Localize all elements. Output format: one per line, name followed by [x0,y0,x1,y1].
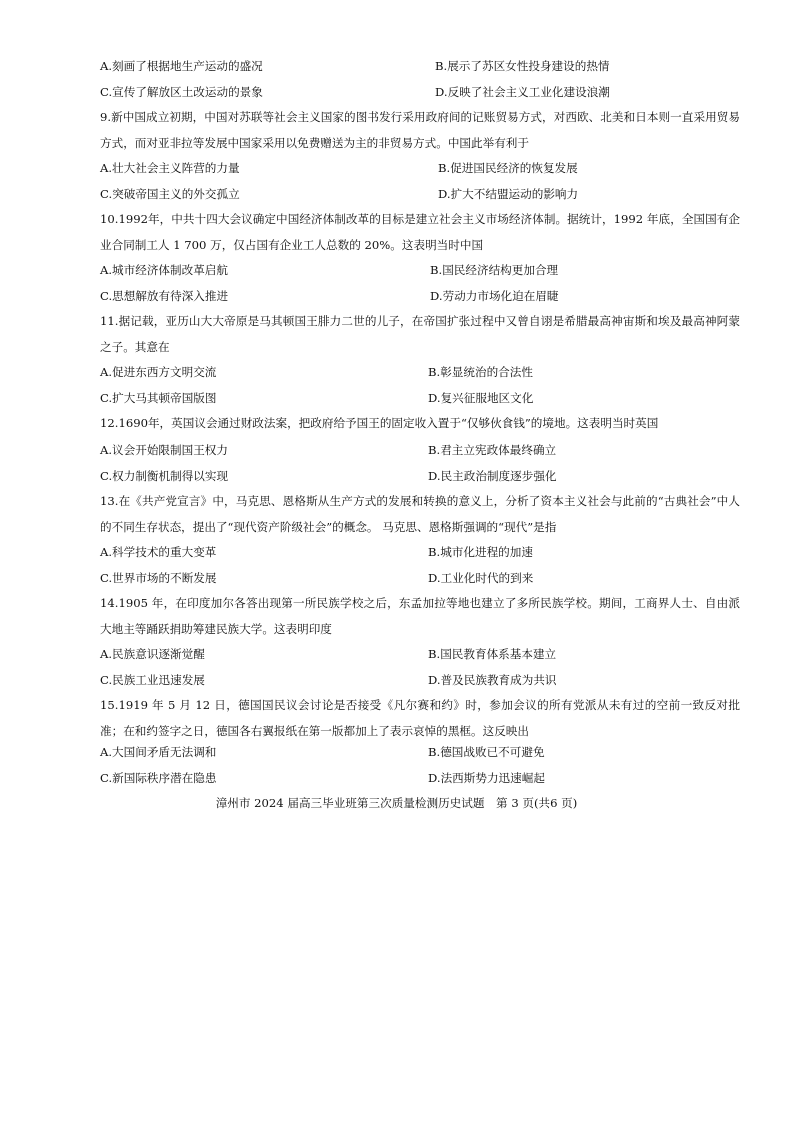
q11-stem: 11.据记载，亚历山大大帝原是马其顿国王腓力二世的儿子，在帝国扩张过程中又曾自诩是希腊最高神宙斯和埃及最高神阿蒙之子。其意在 [100,314,740,354]
q10-option-d: D.劳动力市场化迫在眉睫 [430,289,559,303]
q14-option-a: A.民族意识逐渐觉醒 [100,647,205,661]
q9-option-d: D.扩大不结盟运动的影响力 [438,187,579,201]
q8-option-b: B.展示了苏区女性投身建设的热情 [435,59,610,73]
page-footer: 漳州市 2024 届高三毕业班第三次质量检测历史试题 第 3 页(共6 页) [215,796,578,810]
q11-option-d: D.复兴征服地区文化 [428,391,534,405]
q8-option-a: A.刻画了根据地生产运动的盛况 [100,59,263,73]
q15-stem: 15.1919 年 5 月 12 日，德国国民议会讨论是否接受《凡尔赛和约》时，参加会议的所有党派从未有过的空前一致反对批准；在和约签字之日，德国各右翼报纸在第一版都加上了表示哀悼的黑框。这反映出 [100,698,740,738]
q13-option-a: A.科学技术的重大变革 [100,545,217,559]
q15-option-c: C.新国际秩序潜在隐患 [100,771,217,785]
q13-option-c: C.世界市场的不断发展 [100,571,217,585]
q10-option-c: C.思想解放有待深入推进 [100,289,229,303]
q12-option-a: A.议会开始限制国王权力 [100,443,228,457]
q10-stem: 10.1992年，中共十四大会议确定中国经济体制改革的目标是建立社会主义市场经济体制。据统计，1992 年底，全国国有企业合同制工人 1 700 万，仅占国有企业工人总数的 20%。这表明当时中国 [100,212,740,252]
q12-stem: 12.1690年，英国议会通过财政法案，把政府给予国王的固定收入置于“仅够伙食钱”的境地。这表明当时英国 [100,416,659,430]
q10-option-a: A.城市经济体制改革启航 [100,263,228,277]
q8-option-d: D.反映了社会主义工业化建设浪潮 [435,85,610,99]
q14-option-b: B.国民教育体系基本建立 [428,647,557,661]
q13-option-d: D.工业化时代的到来 [428,571,534,585]
q13-stem: 13.在《共产党宣言》中，马克思、恩格斯从生产方式的发展和转换的意义上，分析了资本主义社会与此前的“古典社会”中人的不同生存状态，提出了“现代资产阶级社会”的概念。 马克思、恩格斯强调的“现代”是指 [100,494,740,534]
q13-option-b: B.城市化进程的加速 [428,545,533,559]
q12-option-c: C.权力制衡机制得以实现 [100,469,229,483]
q15-option-a: A.大国间矛盾无法调和 [100,745,217,759]
q14-stem: 14.1905 年，在印度加尔各答出现第一所民族学校之后，东孟加拉等地也建立了多所民族学校。期间，工商界人士、自由派大地主等踊跃捐助筹建民族大学。这表明印度 [100,596,740,636]
q9-option-c: C.突破帝国主义的外交孤立 [100,187,240,201]
q12-option-b: B.君主立宪政体最终确立 [428,443,557,457]
q14-option-c: C.民族工业迅速发展 [100,673,205,687]
q11-option-b: B.彰显统治的合法性 [428,365,533,379]
q11-option-a: A.促进东西方文明交流 [100,365,217,379]
q9-option-b: B.促进国民经济的恢复发展 [438,161,578,175]
q10-option-b: B.国民经济结构更加合理 [430,263,559,277]
q14-option-d: D.普及民族教育成为共识 [428,673,557,687]
q15-option-b: B.德国战败已不可避免 [428,745,545,759]
q9-stem: 9.新中国成立初期，中国对苏联等社会主义国家的图书发行采用政府间的记账贸易方式，对西欧、北美和日本则一直采用贸易方式，而对亚非拉等发展中国家采用以免费赠送为主的非贸易方式。中国此举有利于 [100,110,740,150]
q15-option-d: D.法西斯势力迅速崛起 [428,771,545,785]
q9-option-a: A.壮大社会主义阵营的力量 [100,161,240,175]
q8-option-c: C.宣传了解放区土改运动的景象 [100,85,263,99]
q11-option-c: C.扩大马其顿帝国版图 [100,391,217,405]
q12-option-d: D.民主政治制度逐步强化 [428,469,557,483]
